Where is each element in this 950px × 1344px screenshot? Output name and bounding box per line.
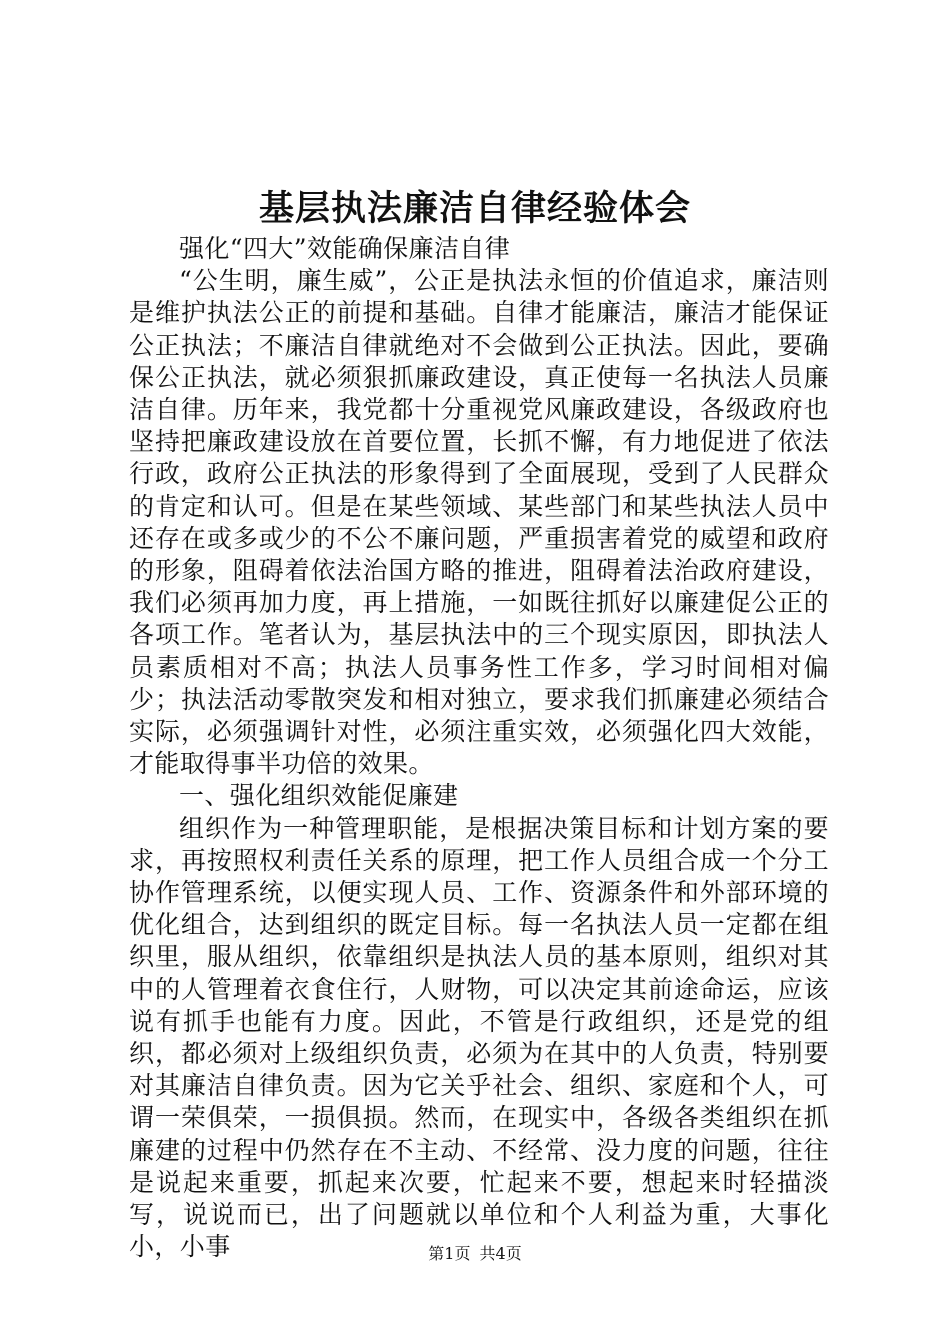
page-total: 共4页 xyxy=(479,1244,522,1263)
document-title: 基层执法廉洁自律经验体会 xyxy=(258,188,691,229)
paragraph-intro: “公生明，廉生威”，公正是执法永恒的价值追求，廉洁则是维护执法公正的前提和基础。自律才能廉洁，廉洁才能保证公正执法；不廉洁自律就绝对不会做到公正执法。因此，要确保公正执法，就必须狠抓廉政建设，真正使每一名执法人员廉洁自律。历年来，我党都十分重视党风廉政建设，各级政府也坚持把廉政建设放在首要位置，长抓不懈，有力地促进了依法行政，政府公正执法的形象得到了全面展现，受到了人民群众的肯定和认可。但是在某些领域、某些部门和某些执法人员中还存在或多或少的不公不廉问题，严重损害着党的威望和政府的形象，阻碍着依法治国方略的推进，阻碍着法治政府建设，我们必须再加力度，再上措施，一如既往抓好以廉建促公正的各项工作。笔者认为，基层执法中的三个现实原因，即执法人员素质相对不高；执法人员事务性工作多，学习时间相对偏少；执法活动零散突发和相对独立，要求我们抓廉建必须结合实际，必须强调针对性，必须注重实效，必须强化四大效能，才能取得事半功倍的效果。 xyxy=(129,266,829,779)
page-footer xyxy=(0,1243,950,1265)
document-body xyxy=(129,233,829,1264)
paragraph-section-1: 组织作为一种管理职能，是根据决策目标和计划方案的要求，再按照权利责任关系的原理，把工作人员组合成一个分工协作管理系统，以便实现人员、工作、资源条件和外部环境的优化组合，达到组织的既定目标。每一名执法人员一定都在组织里，服从组织，依靠组织是执法人员的基本原则，组织对其中的人管理着衣食住行，人财物，可以决定其前途命运，应该说有抓手也能有力度。因此，不管是行政组织，还是党的组织，都必须对上级组织负责，必须为在其中的人负责，特别要对其廉洁自律负责。因为它关乎社会、组织、家庭和个人，可谓一荣俱荣，一损俱损。然而，在现实中，各级各类组织在抓廉建的过程中仍然存在不主动、不经常、没力度的问题，往往是说起来重要，抓起来次要，忙起来不要，想起来时轻描淡写，说说而已，出了问题就以单位和个人利益为重，大事化小，小事 xyxy=(129,813,829,1262)
section-heading-1: 一、强化组织效能促廉建 xyxy=(179,781,459,811)
paragraph-subtitle: 强化“四大”效能确保廉洁自律 xyxy=(179,234,511,263)
page-number: 第1页 xyxy=(428,1244,471,1263)
